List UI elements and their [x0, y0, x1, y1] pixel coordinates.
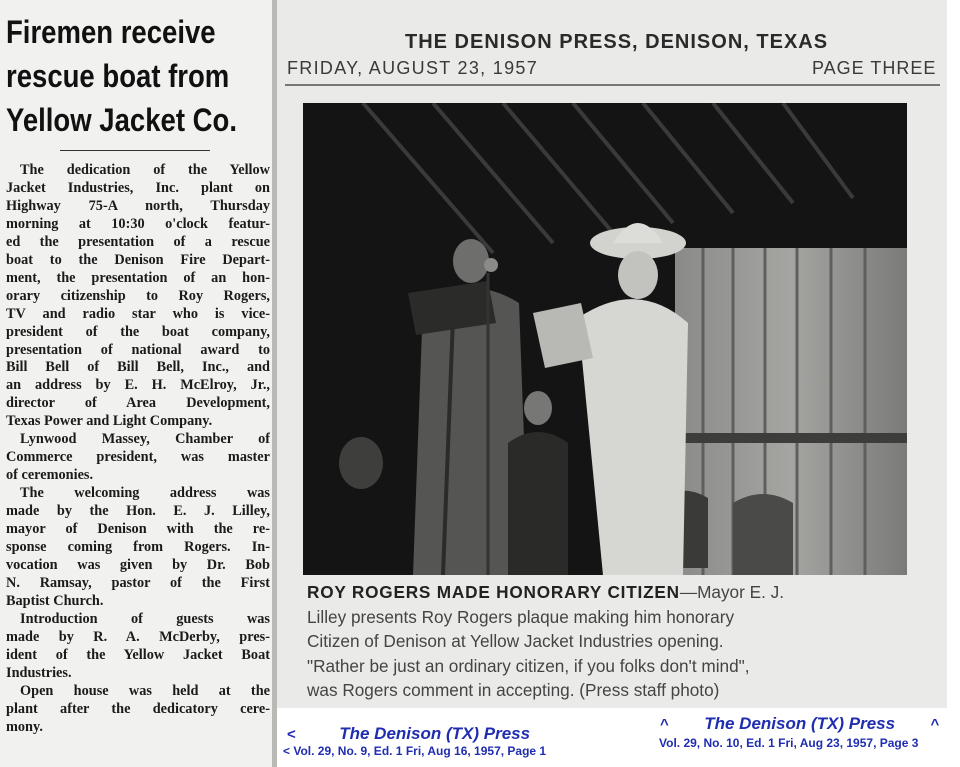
- current-issue-title[interactable]: The Denison (TX) Press: [704, 714, 896, 733]
- article-line: Commerce president, was master: [6, 449, 270, 466]
- newspaper-masthead: THE DENISON PRESS, DENISON, TEXAS: [405, 31, 829, 53]
- caption-title: ROY ROGERS MADE HONORARY CITIZEN: [307, 582, 680, 602]
- article-paragraph: [6, 162, 270, 431]
- caption-line: was Rogers comment in accepting. (Press staff photo): [307, 680, 720, 700]
- article-line: sponse coming from Rogers. In-: [6, 539, 270, 556]
- previous-issue-title[interactable]: The Denison (TX) Press: [339, 724, 531, 743]
- article-line: president of the boat company,: [6, 323, 270, 340]
- article-line: morning at 10:30 o'clock featur-: [6, 215, 270, 232]
- page-number: PAGE THREE: [812, 58, 937, 78]
- chair: [733, 494, 793, 575]
- article-paragraph: [6, 611, 270, 683]
- article-line: ed the presentation of a rescue: [6, 233, 270, 250]
- masthead-rule: [285, 84, 940, 86]
- article-line: plant after the dedicatory cere-: [6, 700, 270, 717]
- article-line: boat to the Denison Fire Depart-: [6, 251, 270, 268]
- current-issue-link[interactable]: [660, 714, 939, 734]
- seated-man-head: [524, 391, 552, 425]
- article-line: Introduction of guests was: [20, 610, 270, 627]
- article-line: presentation of national award to: [6, 341, 270, 358]
- article-headline: [6, 10, 237, 142]
- left-newspaper-clipping: [0, 0, 272, 767]
- article-line: Highway 75-A north, Thursday: [6, 197, 270, 214]
- article-line: an address by E. H. McElroy, Jr.,: [6, 377, 270, 394]
- caption-line: Citizen of Denison at Yellow Jacket Industries opening.: [307, 631, 724, 651]
- article-line: TV and radio star who is vice-: [6, 305, 270, 322]
- article-body: [6, 162, 270, 737]
- article-paragraph: [6, 485, 270, 611]
- article-line: The dedication of the Yellow: [20, 162, 270, 178]
- article-line: director of Area Development,: [6, 395, 270, 412]
- article-line: The welcoming address was: [20, 485, 270, 502]
- up-arrow-left[interactable]: ^: [660, 716, 669, 733]
- headline-line: Firemen receive: [6, 14, 216, 50]
- previous-arrow[interactable]: <: [287, 726, 296, 743]
- article-line: N. Ramsay, pastor of the First: [6, 574, 270, 591]
- headline-rule: [60, 150, 210, 151]
- article-line: Texas Power and Light Company.: [6, 413, 213, 430]
- article-line: mony.: [6, 718, 43, 735]
- previous-issue-link[interactable]: [287, 724, 530, 744]
- page-date: FRIDAY, AUGUST 23, 1957: [287, 58, 539, 78]
- article-line: Industries.: [6, 664, 72, 681]
- article-line: Bill Bell of Bill Bell, Inc., and: [6, 359, 270, 376]
- caption-line: [307, 580, 907, 605]
- newspaper-photo: [303, 103, 907, 575]
- photo-caption: [307, 580, 907, 703]
- article-line: Baptist Church.: [6, 592, 104, 609]
- caption-text: —Mayor E. J.: [679, 582, 784, 602]
- article-line: Lynwood Massey, Chamber of: [20, 431, 270, 448]
- article-line: mayor of Denison with the re-: [6, 521, 270, 538]
- article-line: of ceremonies.: [6, 467, 94, 484]
- article-line: made by the Hon. E. J. Lilley,: [6, 503, 270, 520]
- page-edge: [947, 0, 960, 708]
- previous-issue-detail[interactable]: < Vol. 29, No. 9, Ed. 1 Fri, Aug 16, 1957, Page 1: [283, 744, 547, 758]
- article-line: orary citizenship to Roy Rogers,: [6, 287, 270, 304]
- caption-line: "Rather be just an ordinary citizen, if you folks don't mind",: [307, 655, 750, 676]
- headline-line: Yellow Jacket Co.: [6, 102, 237, 138]
- microphone: [484, 258, 498, 272]
- article-line: ident of the Yellow Jacket Boat: [6, 646, 270, 663]
- article-line: ment, the presentation of an hon-: [6, 269, 270, 286]
- article-line: Open house was held at the: [20, 682, 270, 699]
- photo-illustration: [303, 103, 907, 575]
- article-line: Jacket Industries, Inc. plant on: [6, 179, 270, 196]
- caption-line: Lilley presents Roy Rogers plaque making him honorary: [307, 606, 735, 627]
- article-line: vocation was given by Dr. Bob: [6, 556, 270, 573]
- article-paragraph: [6, 431, 270, 485]
- article-line: made by R. A. McDerby, pres-: [6, 628, 270, 645]
- article-paragraph: [6, 683, 270, 737]
- mayor-head: [453, 239, 489, 283]
- current-issue-detail[interactable]: Vol. 29, No. 10, Ed. 1 Fri, Aug 23, 1957, Page 3: [659, 736, 919, 750]
- headline-line: rescue boat from: [6, 58, 230, 94]
- up-arrow-right[interactable]: ^: [930, 716, 940, 733]
